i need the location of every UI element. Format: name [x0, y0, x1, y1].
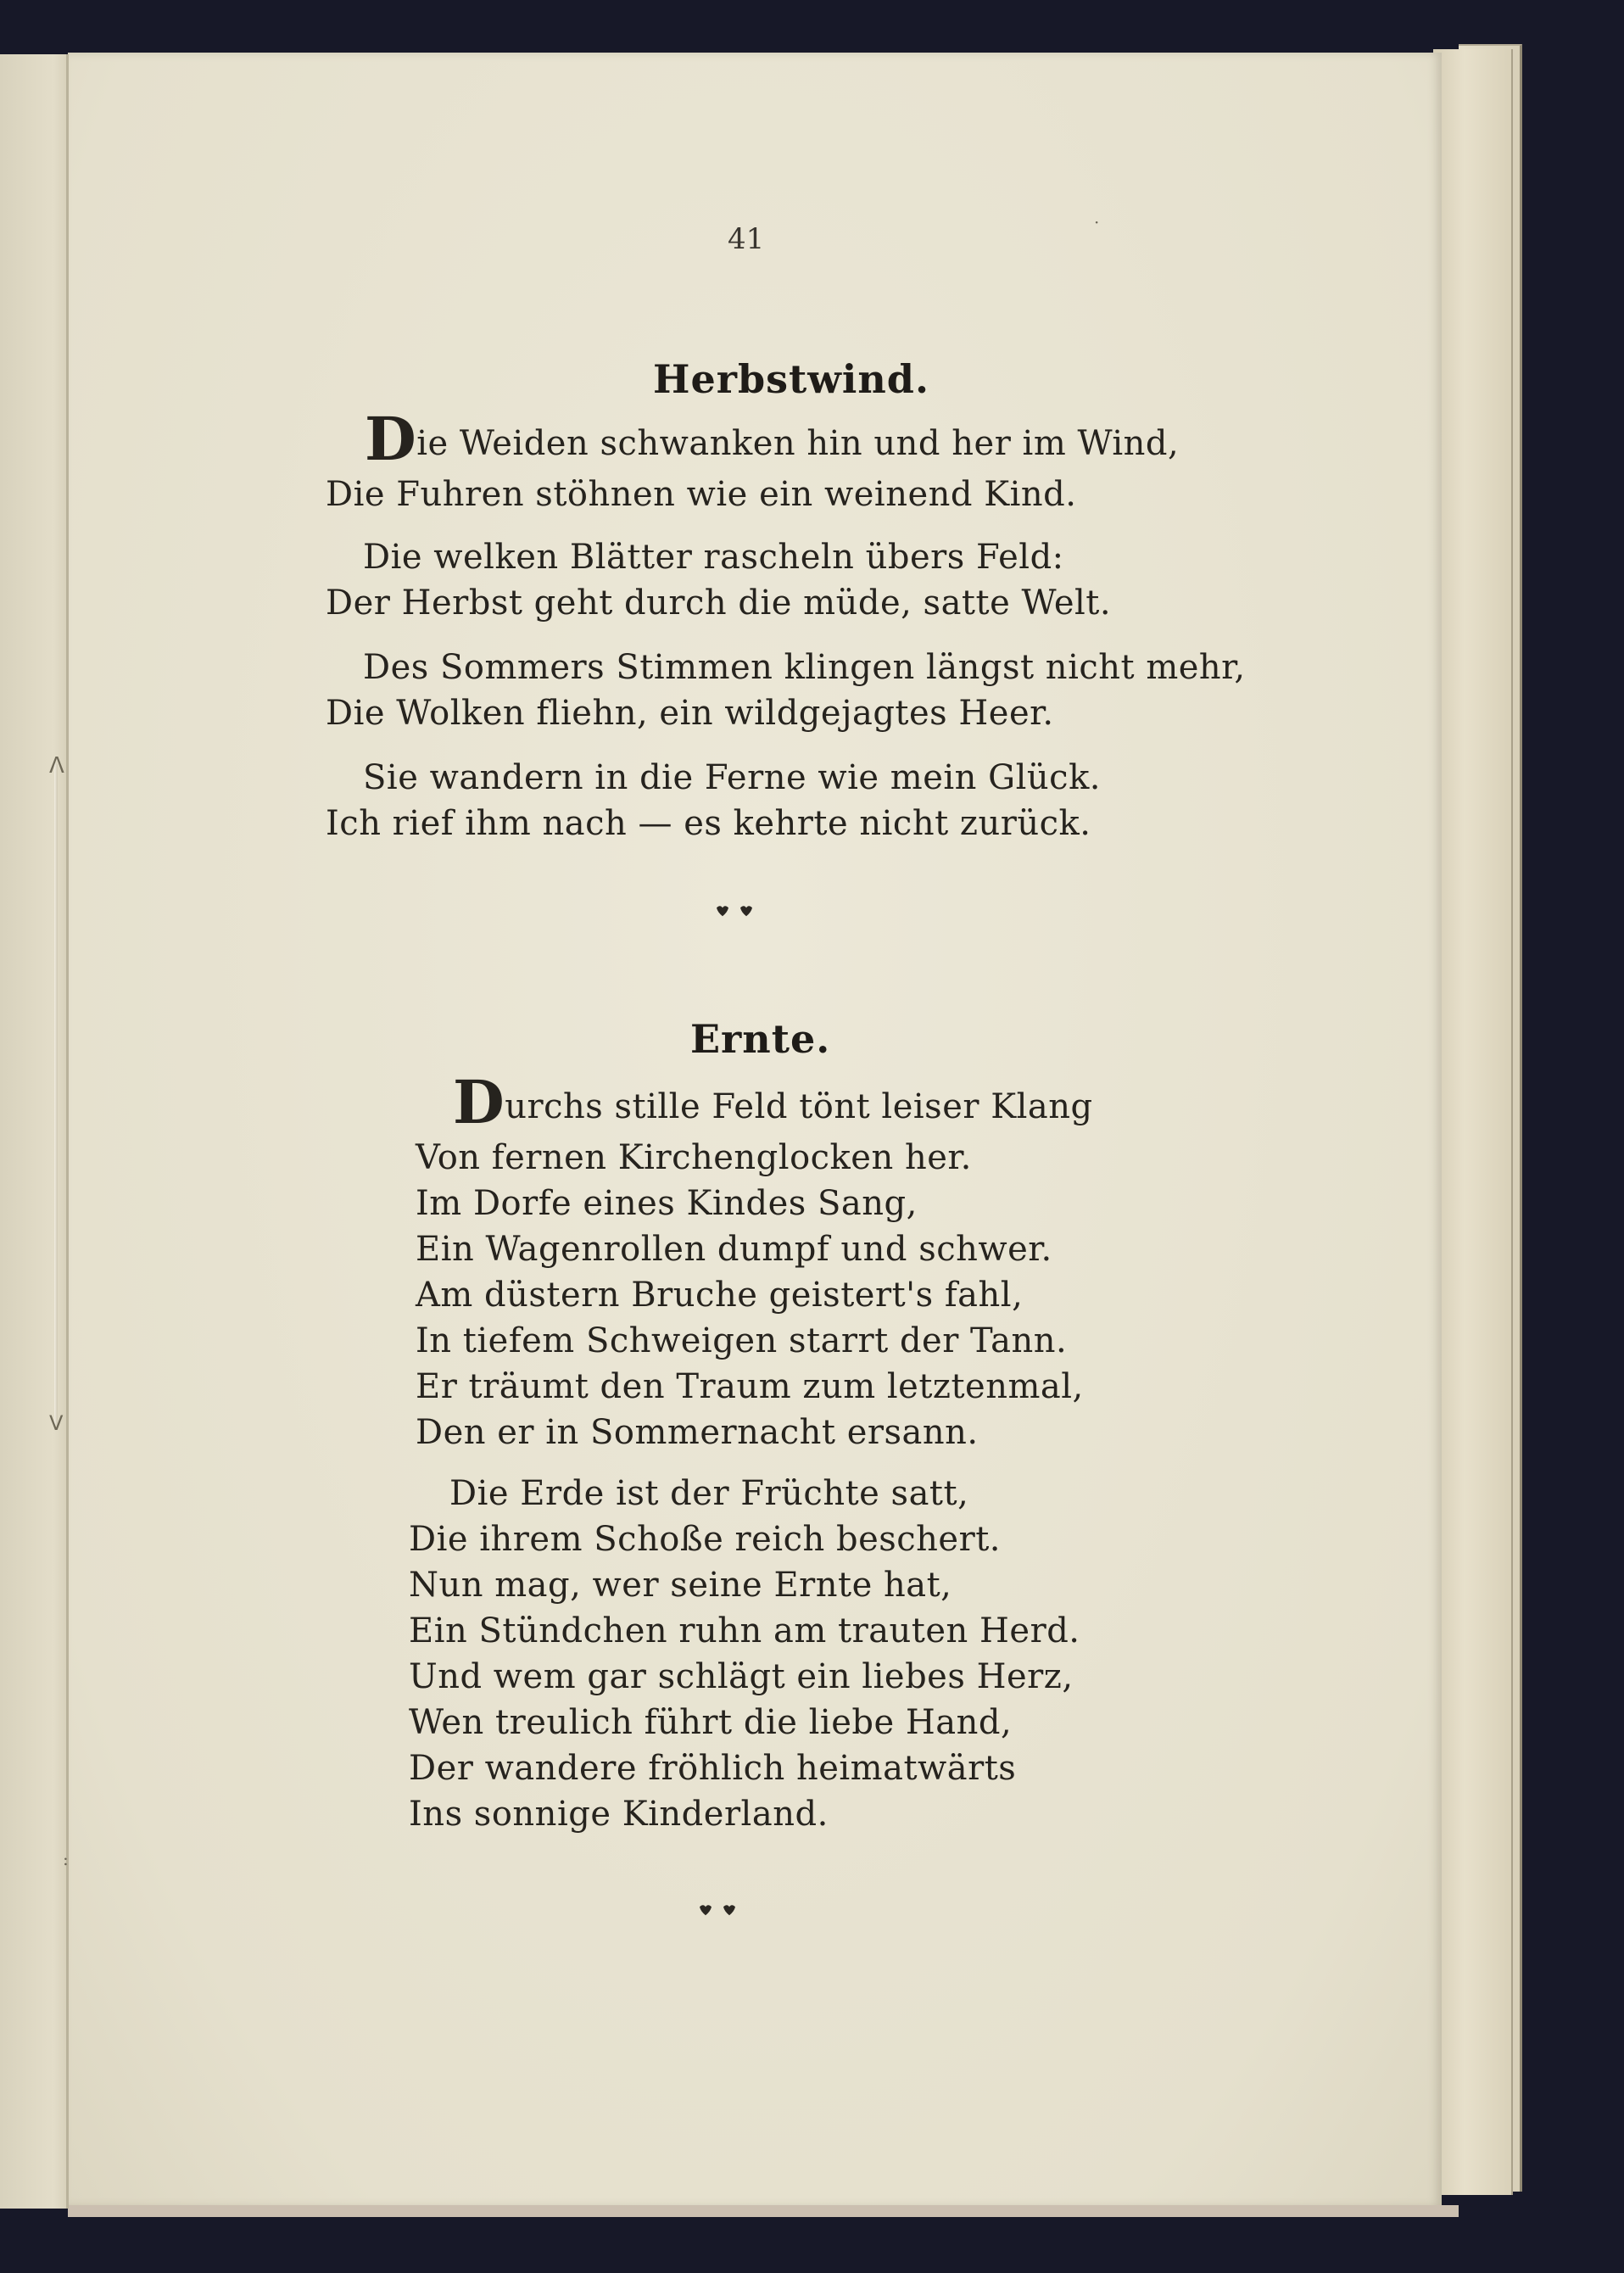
page-bottom-edge — [68, 2205, 1459, 2217]
verse-line — [365, 404, 1180, 474]
verse-line: Die welken Blätter rascheln übers Feld: — [363, 538, 1064, 577]
paper-speck: · — [1094, 212, 1100, 232]
poem-title-ernte: Ernte. — [690, 1016, 831, 1062]
verse-line: Die Fuhren stöhnen wie ein weinend Kind. — [326, 475, 1077, 514]
verse-line: Ins sonnige Kinderland. — [409, 1795, 829, 1834]
drop-cap: D — [365, 404, 417, 474]
binding-thread — [54, 763, 58, 1425]
verse-line: Ich rief ihm nach — es kehrte nicht zurück. — [326, 804, 1091, 843]
verse-line: Die Wolken fliehn, ein wildgejagtes Heer. — [326, 694, 1054, 733]
drop-cap: D — [453, 1067, 505, 1137]
fleuron-ornament-icon — [711, 901, 762, 926]
verse-line: Am düstern Bruche geistert's fahl, — [416, 1276, 1024, 1315]
verse-line: Er träumt den Traum zum letztenmal, — [416, 1367, 1084, 1406]
verse-line: Der Herbst geht durch die müde, satte Welt. — [326, 584, 1112, 623]
verse-line: Im Dorfe eines Kindes Sang, — [416, 1184, 918, 1223]
verse-line: In tiefem Schweigen starrt der Tann. — [416, 1321, 1068, 1360]
binding-thread-top-mark: ᐱ — [49, 753, 64, 779]
verse-line: Der wandere fröhlich heimatwärts — [409, 1749, 1017, 1788]
facing-page-edge — [0, 54, 76, 2209]
verse-line: Die ihrem Schoße reich beschert. — [409, 1520, 1002, 1559]
verse-line: Des Sommers Stimmen klingen längst nicht mehr, — [363, 648, 1246, 687]
verse-line: Den er in Sommernacht ersann. — [416, 1413, 979, 1452]
gutter-fold — [66, 54, 69, 2209]
verse-text: ie Weiden schwanken hin und her im Wind, — [416, 424, 1180, 463]
verse-line: Wen treulich führt die liebe Hand, — [409, 1703, 1013, 1742]
verse-line: Die Erde ist der Früchte satt, — [449, 1474, 969, 1513]
verse-line — [453, 1067, 1093, 1137]
paper-speck: : — [63, 1849, 69, 1869]
verse-text: urchs stille Feld tönt leiser Klang — [505, 1087, 1093, 1126]
page-number: 41 — [728, 222, 765, 256]
binding-thread-bottom-mark: ᐯ — [49, 1411, 64, 1435]
fleuron-ornament-icon — [694, 1900, 745, 1925]
verse-line: Nun mag, wer seine Ernte hat, — [409, 1566, 952, 1605]
verse-line: Und wem gar schlägt ein liebes Herz, — [409, 1657, 1074, 1696]
poem-title-herbstwind: Herbstwind. — [653, 356, 929, 402]
verse-line: Ein Stündchen ruhn am trauten Herd. — [409, 1611, 1080, 1650]
page-stack-edge-inner — [1433, 49, 1513, 2195]
verse-line: Sie wandern in die Ferne wie mein Glück. — [363, 758, 1102, 797]
verse-line: Von fernen Kirchenglocken her. — [416, 1138, 972, 1177]
verse-line: Ein Wagenrollen dumpf und schwer. — [416, 1230, 1052, 1269]
